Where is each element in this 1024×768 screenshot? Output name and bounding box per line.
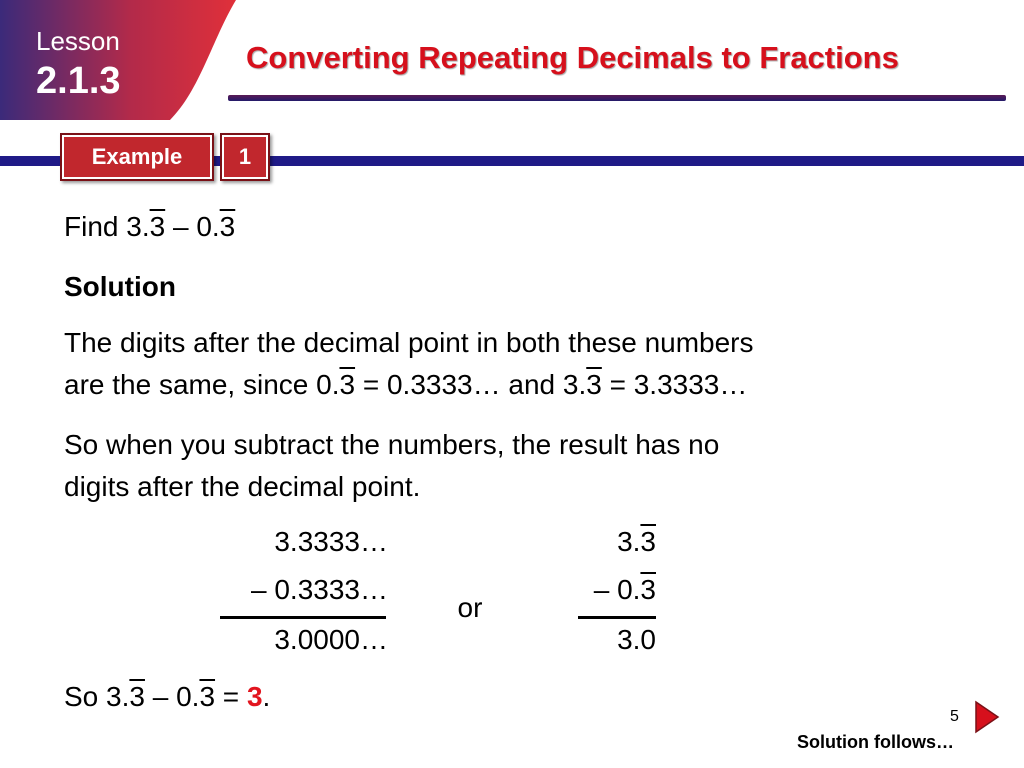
problem-statement: Find 3.3 – 0.3 [64,211,236,242]
right-top-value: 3.3 [617,526,656,557]
lesson-number: 2.1.3 [36,60,121,102]
left-result-rule [220,616,386,619]
left-top-value: 3.3333… [274,526,388,557]
left-result: 3.0000… [274,624,388,655]
right-subtrahend: – 0.3 [593,574,656,605]
solution-heading: Solution [64,271,176,302]
example-badge: Example [60,133,214,181]
answer: 3 [246,681,263,712]
page-title: Converting Repeating Decimals to Fractions [246,40,899,75]
title-underline [228,95,1006,101]
lesson-tab [0,0,240,120]
right-result: 3.0 [617,624,656,655]
page-number: 5 [950,708,959,725]
lesson-label: Lesson [36,26,120,56]
solution-follows-label: Solution follows… [797,732,954,752]
left-subtrahend: – 0.3333… [251,574,388,605]
right-result-rule [578,616,656,619]
paragraph-2: So when you subtract the numbers, the result has no digits after the decimal point. [64,429,720,502]
conclusion: So 3.3 – 0.3 = 3. [64,681,271,712]
paragraph-1: The digits after the decimal point in both these numbers are the same, since 0.3 = 0.3333… and 3.3 = 3.3333… [64,327,754,400]
example-number-badge: 1 [220,133,270,181]
or-label: or [457,592,483,623]
next-arrow-icon[interactable] [974,700,1000,739]
